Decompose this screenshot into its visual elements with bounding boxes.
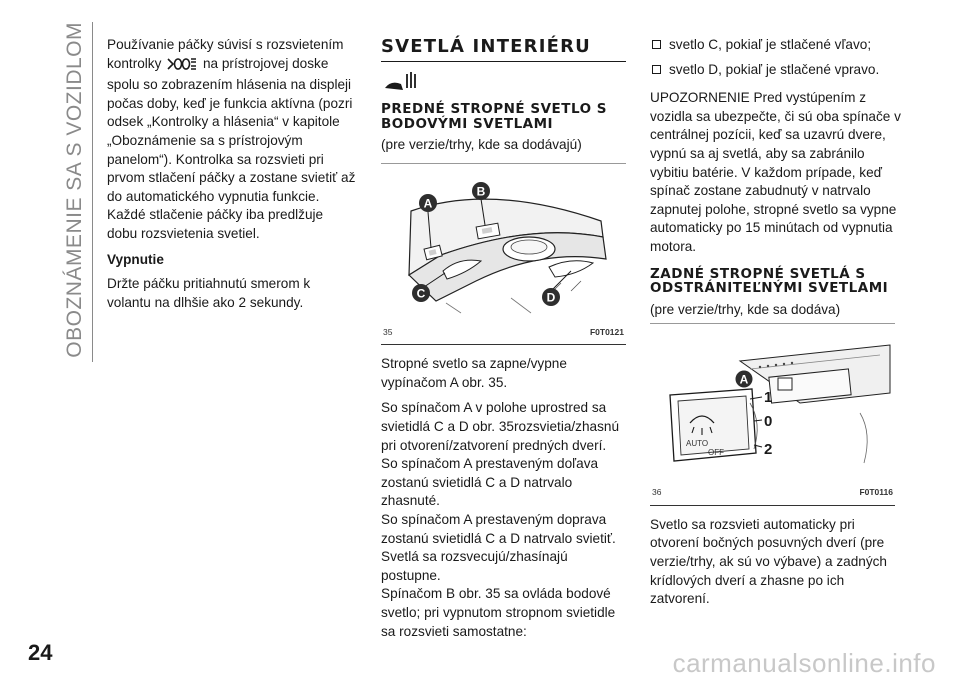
section-title: SVETLÁ INTERIÉRU xyxy=(381,36,626,62)
paragraph-switch-off: Držte páčku pritiahnutú smerom k volantu na dlhšie ako 2 sekundy. xyxy=(107,276,311,310)
note-versions-1: (pre verzie/trhy, kde sa dodávajú) xyxy=(381,137,582,152)
follow-me-home-light-icon xyxy=(166,57,198,77)
position-label-1: 1 xyxy=(764,389,773,407)
subheading-switch-off: Vypnutie xyxy=(107,251,164,267)
figure-code: F0T0121 xyxy=(589,326,624,337)
svg-text:B: B xyxy=(476,184,486,199)
page-number: 24 xyxy=(28,640,53,665)
paragraph-gradual: Svetlá sa rozsvecujú/zhasínajú postupne. xyxy=(381,549,568,583)
paragraph-middle-position: So spínačom A v polohe uprostred sa svietidlá C a D obr. 35rozsvietia/zhasnú pri otvorení/zatvorení predných dverí. xyxy=(381,400,620,453)
paragraph-switch-b: Spínačom B obr. 35 sa ovláda bodové svetlo; pri vypnutom stropnom svietidle sa rozsvieti samostatne: xyxy=(381,586,616,639)
svg-text:D: D xyxy=(546,290,556,305)
bullet-square-icon xyxy=(652,65,661,74)
figure-36 xyxy=(650,323,895,506)
svg-text:A: A xyxy=(739,372,749,387)
paragraph-text-end: na prístrojovej doske spolu so zobrazením hlásenia na displeji počas doby, keď je funkcia aktívna (pozri odsek „Kontrolky a hlásenia“ v kapitole „Oboznámenie sa s prístrojovým panelom“). Kontrolka sa rozsvieti pri prvom stlačení páčky a zostane svietiť až do automatického vypnutia funkcie. Každé stlačenie páčky iba predlžuje dobu rozsvietenia svetiel. xyxy=(107,55,356,241)
figure-35 xyxy=(381,163,626,346)
paragraph-text-start: Používanie páčky súvisí s rozsvietením kontrolky xyxy=(107,37,344,71)
heading-front-ceiling-light: PREDNÉ STROPNÉ SVETLO S BODOVÝMI SVETLAMI xyxy=(381,101,607,132)
side-divider xyxy=(92,22,93,362)
bullet-text: svetlo C, pokiaľ je stlačené vľavo; xyxy=(669,37,872,52)
position-label-2: 2 xyxy=(764,441,773,459)
column-2 xyxy=(381,36,626,648)
figure-label-b xyxy=(472,182,490,200)
paragraph-automatic: Svetlo sa rozsvieti automaticky pri otvorení bočných posuvných dverí (pre verzie/trhy, ak sú vo výbave) a zadných krídlových dverí a zhasne po ich zatvorení. xyxy=(650,516,887,607)
bullet-square-icon xyxy=(652,40,661,49)
figure-code: F0T0116 xyxy=(859,487,893,498)
figure-label-a xyxy=(419,194,437,212)
interior-light-section-icon xyxy=(381,70,626,98)
paragraph-warning: UPOZORNENIE Pred vystúpením z vozidla sa ubezpečte, či sú oba spínače v centrálnej pozícii, keď sa uzavrú dvere, vypnú sa aj svetlá, aby sa zabránilo vybitiu batérie. V každom prípade, keď spínač zostane zabudnutý v natrvalo zapnutej polohe, stropné svetlo sa vypne automaticky po 15 minútach od vypnutia motora. xyxy=(650,90,901,254)
front-ceiling-light-illustration xyxy=(381,163,626,321)
paragraph-right-position: So spínačom A prestaveným doprava zostanú svietidlá C a D natrvalo svietiť. xyxy=(381,511,616,546)
paragraph-switch-a: Stropné svetlo sa zapne/vypne vypínačom A obr. 35. xyxy=(381,356,567,390)
svg-text:A: A xyxy=(423,196,433,211)
switch-off-text: OFF xyxy=(708,448,724,458)
heading-rear-ceiling-lights: ZADNÉ STROPNÉ SVETLÁ S ODSTRÁNITEĽNÝMI SVETLAMI xyxy=(650,265,889,297)
chapter-side-tab xyxy=(60,22,90,392)
figure-number: 36 xyxy=(652,487,662,498)
bullet-text: svetlo D, pokiaľ je stlačené vpravo. xyxy=(669,61,880,77)
switch-auto-text: AUTO xyxy=(686,439,709,449)
paragraph-warning-light xyxy=(107,36,357,244)
bullet-item-1 xyxy=(650,36,905,55)
column-3 xyxy=(650,36,905,616)
note-versions-2: (pre verzie/trhy, kde sa dodáva) xyxy=(650,301,841,317)
position-label-0: 0 xyxy=(764,413,773,431)
figure-number: 35 xyxy=(383,326,393,337)
column-1 xyxy=(107,36,357,319)
figure-label-a xyxy=(736,371,753,388)
bullet-item-2 xyxy=(650,61,905,80)
rear-ceiling-light-illustration xyxy=(650,323,895,481)
svg-text:C: C xyxy=(416,286,426,301)
chapter-title: OBOZNÁMENIE SA S VOZIDLOM xyxy=(63,22,86,358)
watermark: carmanualsonline.info xyxy=(672,648,936,678)
figure-label-d xyxy=(542,288,560,306)
figure-label-c xyxy=(412,284,430,302)
paragraph-left-position: So spínačom A prestaveným doľava zostanú svietidlá C a D natrvalo zhasnuté. xyxy=(381,456,599,509)
